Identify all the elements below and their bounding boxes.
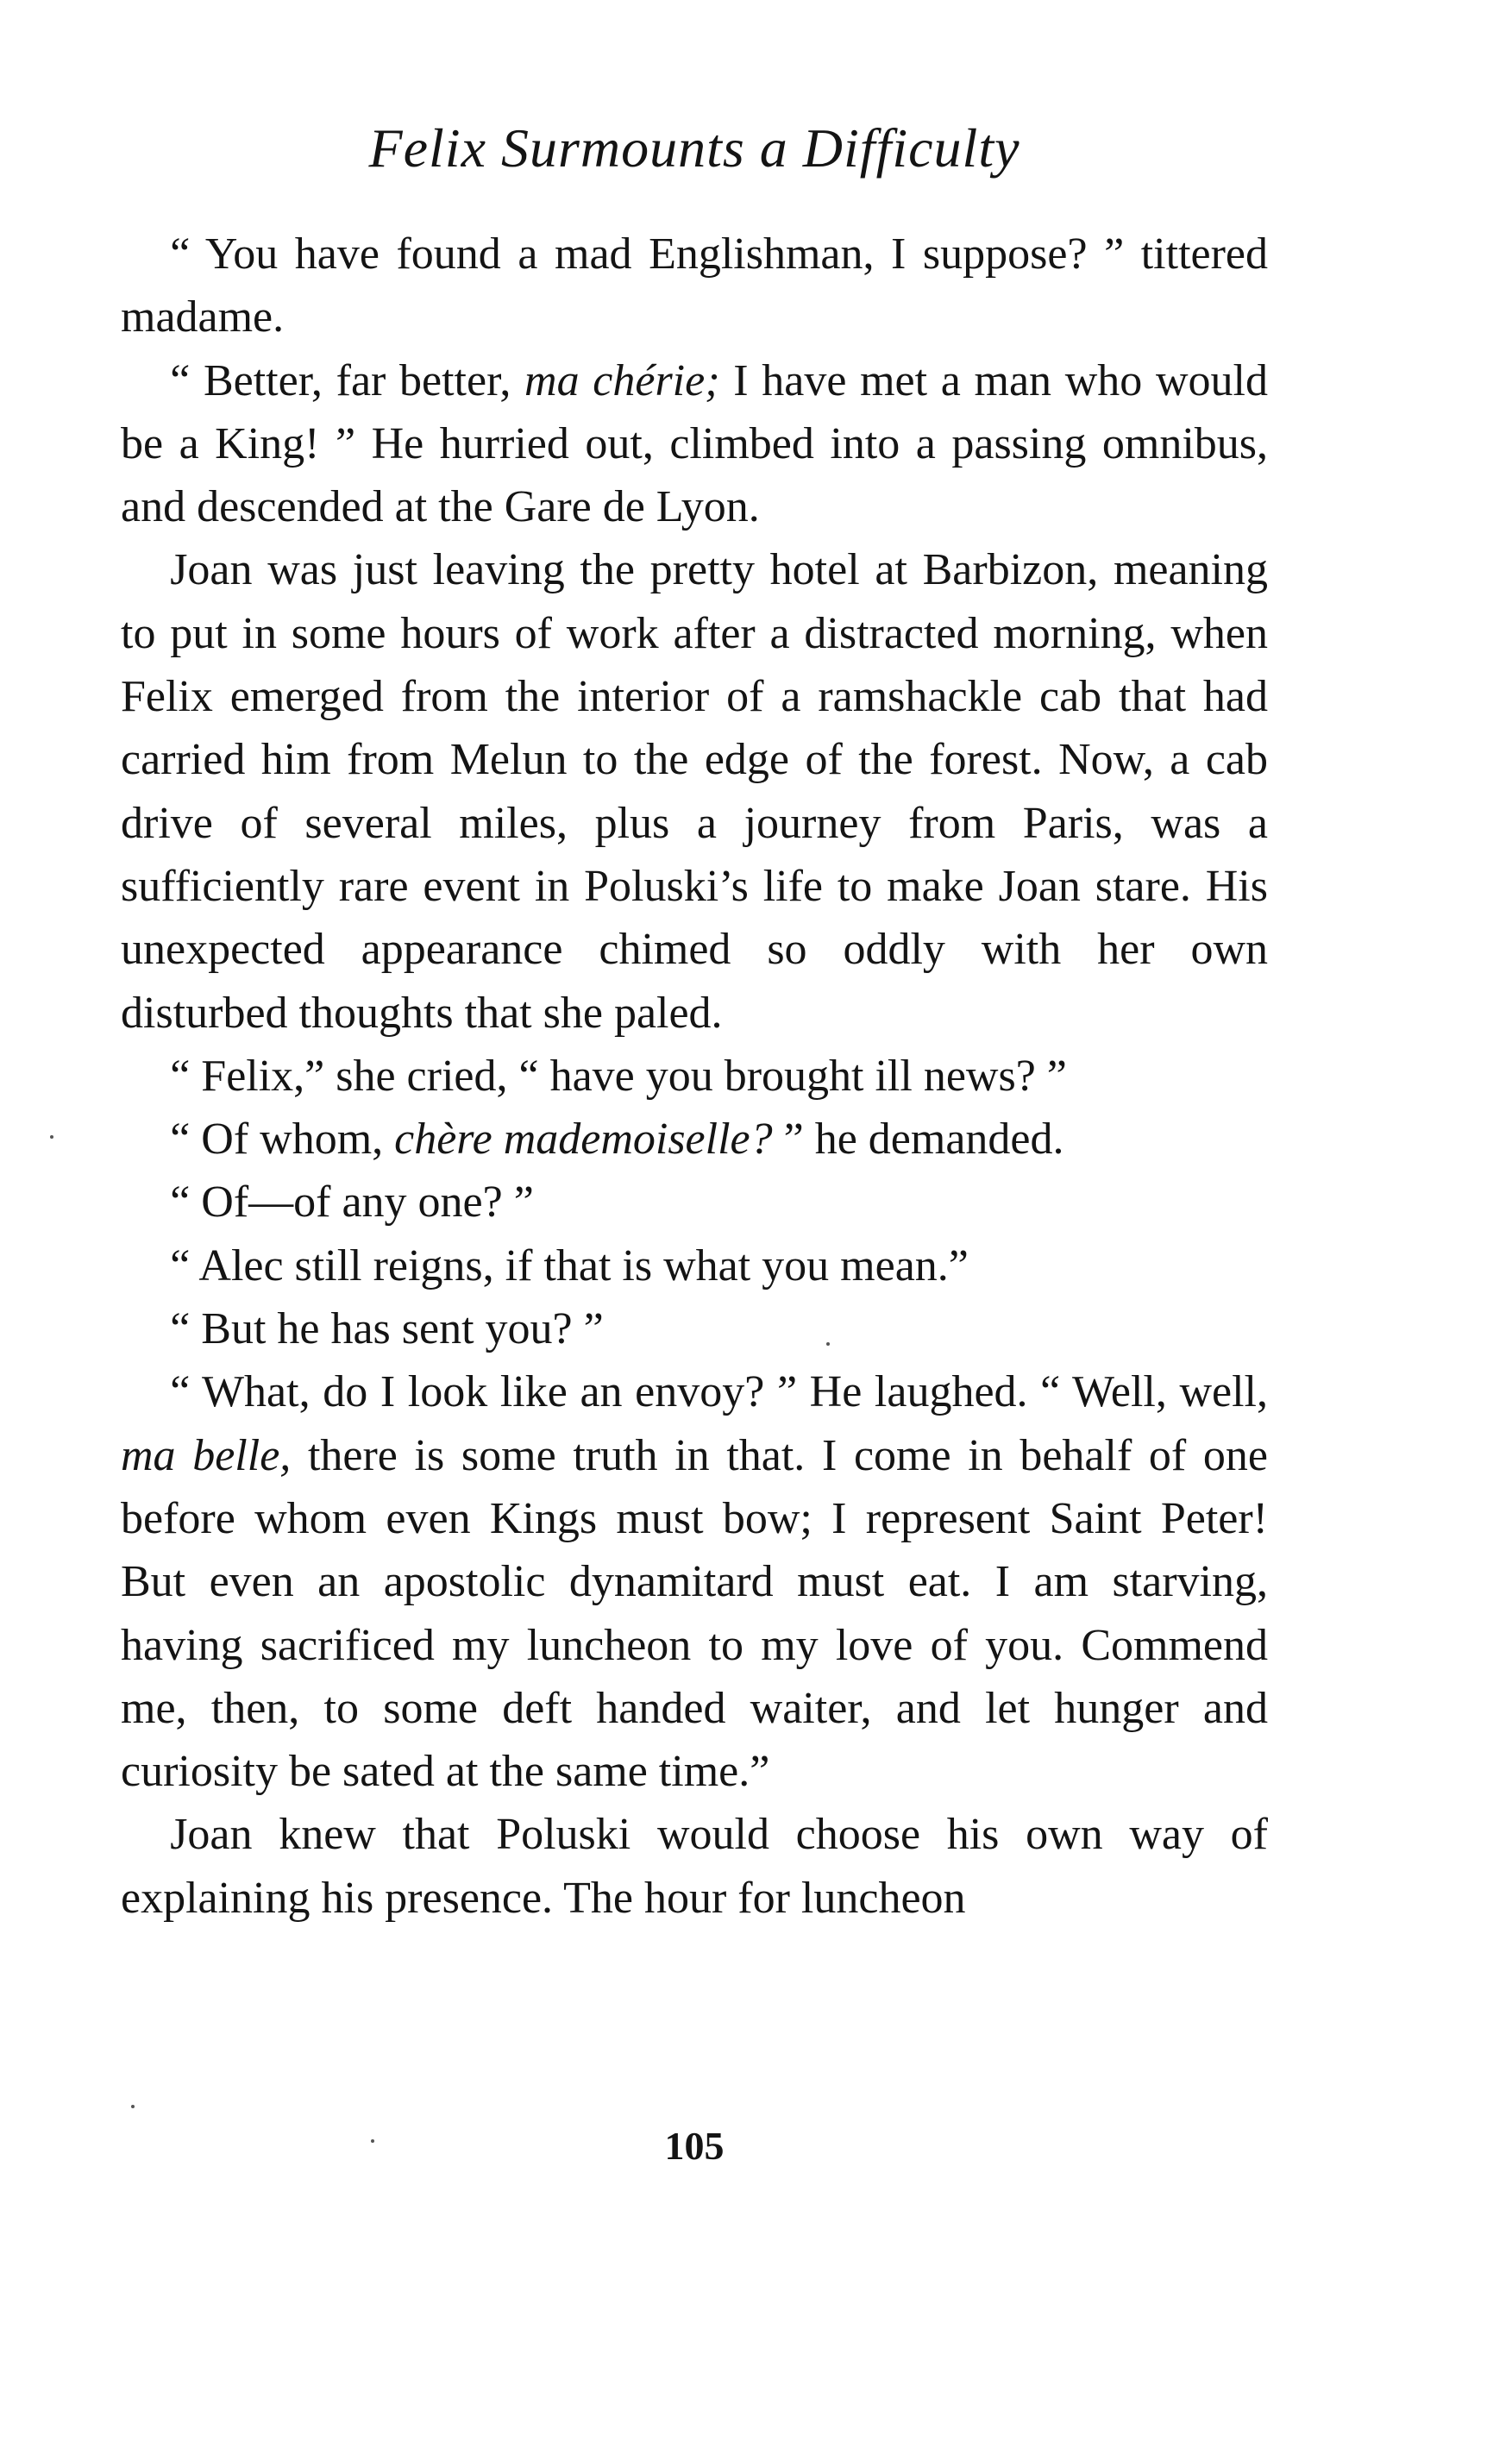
text-run: “ Of—of any one? ”	[170, 1177, 534, 1228]
paragraph	[121, 1108, 1268, 1171]
paragraph	[121, 538, 1268, 1044]
paragraph	[121, 223, 1268, 349]
body-text	[121, 223, 1268, 1930]
text-run: “ You have found a mad Englishman, I suppose? ” tittered madame.	[121, 229, 1268, 342]
page-speck	[826, 1342, 830, 1346]
paragraph	[121, 1803, 1268, 1930]
paragraph	[121, 349, 1268, 539]
text-run: Joan knew that Poluski would choose his own way of explaining his presence. The hour for luncheon	[121, 1810, 1268, 1923]
running-head: Felix Surmounts a Difficulty	[368, 117, 1020, 179]
text-run: “ Alec still reigns, if that is what you mean.”	[170, 1240, 969, 1290]
paragraph	[121, 1171, 1268, 1234]
paragraph	[121, 1360, 1268, 1803]
paragraph	[121, 1045, 1268, 1108]
page-speck	[50, 1135, 53, 1139]
text-run: Joan was just leaving the pretty hotel at Barbizon, meaning to put in some hours of work after a distracted morning, when Felix emerged from the interior of a ramshackle cab that had carried him from Melun to the edge of the forest. Now, a cab drive of several miles, plus a journey from Paris, was a sufficiently rare event in Poluski’s life to make Joan stare. His unexpected appearance chimed so oddly with her own disturbed thoughts that she paled.	[121, 545, 1268, 1038]
italic-phrase: ma chérie;	[524, 355, 720, 405]
text-run: “ Felix,” she cried, “ have you brought ill news? ”	[170, 1051, 1067, 1101]
text-run: there is some truth in that. I come in behalf of one before whom even Kings must bow; I represent Saint Peter! But even an apostolic dynamitard must eat. I am starving, having sacrificed my luncheon to my love of you. Commend me, then, to some deft handed waiter, and let hunger and curiosity be sated at the same time.”	[121, 1430, 1268, 1797]
text-run: I have met a man who would be a King! ” He hurried out, climbed into a passing omnibus, and descended at the Gare de Lyon.	[121, 355, 1269, 532]
text-run: ” he demanded.	[772, 1115, 1064, 1165]
text-run: “ What, do I look like an envoy? ” He laughed. “ Well, well,	[170, 1367, 1268, 1417]
italic-phrase: ma belle,	[121, 1430, 292, 1480]
text-run: “ But he has sent you? ”	[170, 1304, 604, 1354]
page-speck	[371, 2139, 374, 2143]
page-speck	[131, 2105, 135, 2108]
text-run: “ Better, far better,	[170, 355, 525, 405]
paragraph	[121, 1234, 1268, 1297]
page-number: 105	[664, 2124, 725, 2168]
text-run: “ Of whom,	[170, 1115, 395, 1165]
italic-phrase: chère mademoiselle?	[394, 1115, 773, 1165]
paragraph	[121, 1297, 1268, 1360]
